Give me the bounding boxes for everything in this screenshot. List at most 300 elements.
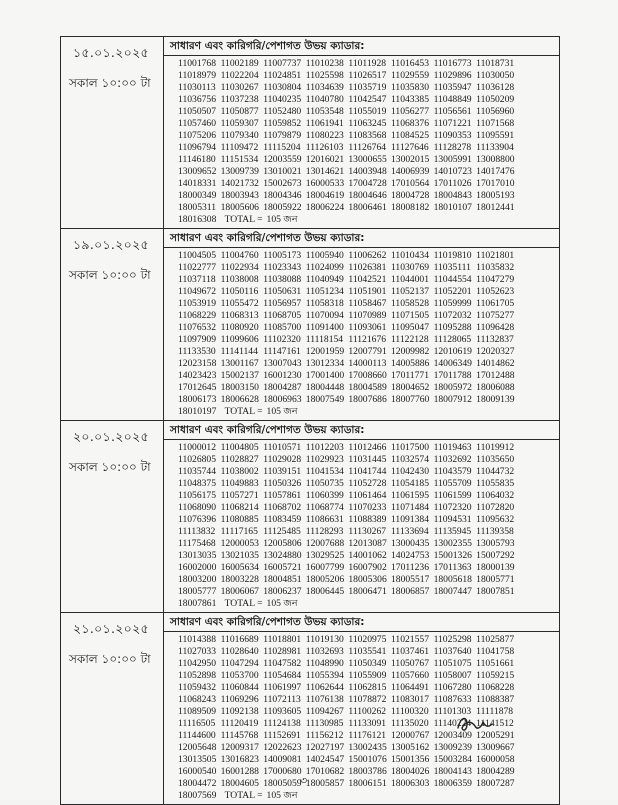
- roll-number: 11052898: [178, 670, 217, 681]
- roll-number: 11120419: [220, 718, 259, 729]
- roll-number: 11052728: [348, 478, 387, 489]
- cadre-heading: সাধারণ এবং কারিগরি/পেশাগত উভয় ক্যাডার:: [164, 37, 559, 56]
- roll-row: [178, 682, 555, 694]
- roll-number: 11040780: [305, 94, 344, 105]
- roll-number: 11072820: [476, 502, 515, 513]
- roll-number: 14000113: [348, 358, 387, 369]
- roll-number: 11012466: [348, 442, 387, 453]
- roll-number: 11059852: [263, 118, 302, 129]
- roll-number: 11019810: [433, 250, 472, 261]
- roll-number: 11050326: [263, 478, 302, 489]
- roll-row: [178, 526, 555, 538]
- roll-number: 13009239: [433, 742, 472, 753]
- roll-number: 13021035: [220, 550, 259, 561]
- roll-number: 17012488: [476, 370, 515, 381]
- roll-number: 11035541: [348, 646, 387, 657]
- roll-number: 18006224: [305, 202, 345, 213]
- roll-number: 11042950: [178, 658, 217, 669]
- roll-number: 11070233: [348, 502, 387, 513]
- roll-number: 11072320: [433, 502, 472, 513]
- roll-row: [178, 118, 555, 130]
- roll-number: 11060844: [220, 682, 259, 693]
- roll-number: 11057861: [263, 490, 302, 501]
- roll-number: 16001288: [220, 766, 259, 777]
- roll-row: [178, 646, 555, 658]
- roll-number: 11041758: [476, 646, 515, 657]
- roll-number: 11052201: [433, 286, 472, 297]
- roll-number: 11011928: [348, 58, 387, 69]
- date-time-cell: [61, 613, 164, 805]
- roll-number: 11019912: [476, 442, 515, 453]
- roll-number: 11175468: [178, 538, 216, 549]
- roll-number: 18007760: [390, 394, 430, 405]
- roll-number: 11063245: [348, 118, 387, 129]
- roll-number: 11038002: [220, 466, 259, 477]
- roll-number: 11127646: [390, 142, 429, 153]
- roll-number: 11035719: [348, 82, 387, 93]
- roll-row: [178, 202, 555, 214]
- roll-number: 18004843: [433, 190, 472, 201]
- roll-number: 11130985: [305, 718, 344, 729]
- roll-number: 17001400: [305, 370, 345, 381]
- roll-number: 16007902: [348, 562, 387, 573]
- roll-number: 11095288: [433, 322, 472, 333]
- roll-number: 11075206: [178, 130, 217, 141]
- roll-number: 11088387: [476, 694, 515, 705]
- roll-number: 11140224: [433, 718, 472, 729]
- roll-number: 12000053: [220, 538, 259, 549]
- roll-number: 11048375: [178, 478, 217, 489]
- roll-number: 13024880: [263, 550, 302, 561]
- candidates-cell: [164, 421, 560, 613]
- roll-number: 11096428: [476, 322, 515, 333]
- roll-number: 11069296: [220, 694, 259, 705]
- roll-number: 11093605: [263, 706, 302, 717]
- roll-number: 11052480: [263, 106, 302, 117]
- roll-number: 11030769: [390, 262, 429, 273]
- roll-number: 11002189: [220, 58, 259, 69]
- roll-number: 13001167: [220, 358, 259, 369]
- candidates-cell: [164, 37, 560, 229]
- roll-number: 13008800: [476, 154, 515, 165]
- roll-number: 11050631: [263, 286, 302, 297]
- roll-number: 11099606: [220, 334, 259, 345]
- cadre-heading: সাধারণ এবং কারিগরি/পেশাগত উভয় ক্যাডার:: [164, 613, 559, 632]
- roll-number: 11079879: [263, 130, 302, 141]
- roll-number: 11059999: [433, 298, 472, 309]
- roll-number: 11031445: [348, 454, 387, 465]
- roll-number: 11068702: [263, 502, 302, 513]
- roll-row: [178, 70, 555, 82]
- roll-row: [178, 262, 555, 274]
- roll-row: [178, 130, 555, 142]
- roll-number: 18007287: [476, 778, 515, 789]
- roll-number: 16005634: [220, 562, 259, 573]
- total-value: 105 জন: [266, 214, 298, 225]
- roll-number: 11028640: [220, 646, 259, 657]
- roll-number: 11028827: [220, 454, 259, 465]
- roll-number: 11037238: [220, 94, 259, 105]
- roll-number: 12023158: [178, 358, 217, 369]
- roll-number: 13009739: [220, 166, 259, 177]
- roll-number: 11147161: [263, 346, 301, 357]
- roll-number: 11058528: [390, 298, 429, 309]
- roll-number: 11016453: [390, 58, 429, 69]
- roll-number: 18005193: [476, 190, 515, 201]
- roll-list: [164, 632, 559, 804]
- roll-number: 11057460: [178, 118, 217, 129]
- roll-row: [178, 502, 555, 514]
- roll-number: 13007043: [263, 358, 302, 369]
- roll-number: 11068705: [263, 310, 302, 321]
- roll-number: 12027197: [305, 742, 345, 753]
- roll-number: 11038088: [263, 274, 302, 285]
- roll-row: [178, 370, 555, 382]
- roll-number: 11043385: [390, 94, 429, 105]
- roll-number: 11176121: [348, 730, 387, 741]
- schedule-section: [61, 613, 560, 805]
- roll-number: 11139358: [476, 526, 514, 537]
- roll-number: 11113832: [178, 526, 216, 537]
- exam-date: ২১.০১.২০২৫: [73, 621, 149, 636]
- roll-number: 12001959: [305, 346, 345, 357]
- roll-row: [178, 178, 555, 190]
- roll-number: 11010434: [390, 250, 429, 261]
- roll-number: 11126103: [305, 142, 344, 153]
- schedule-section: [61, 37, 560, 229]
- roll-number: 11083017: [390, 694, 429, 705]
- roll-number: 11130267: [348, 526, 387, 537]
- roll-number: 18005777: [178, 586, 217, 597]
- roll-number: 11055835: [476, 478, 515, 489]
- roll-number: 11035650: [476, 454, 515, 465]
- roll-number: 13012334: [305, 358, 345, 369]
- roll-number: 11109472: [220, 142, 259, 153]
- roll-number: 11012203: [305, 442, 344, 453]
- roll-number: 11026517: [348, 70, 387, 81]
- roll-number: 11030267: [220, 82, 259, 93]
- roll-number: 12010619: [433, 346, 472, 357]
- roll-row: [178, 94, 555, 106]
- roll-number: 11040235: [263, 94, 302, 105]
- roll-number: 18007569: [178, 790, 217, 801]
- roll-number: 18006461: [348, 202, 387, 213]
- roll-number: 11028981: [263, 646, 302, 657]
- roll-number: 11064491: [390, 682, 429, 693]
- roll-number: 11061705: [476, 298, 515, 309]
- roll-row: [178, 58, 555, 70]
- roll-number: 12005648: [178, 742, 217, 753]
- roll-number: 18005311: [178, 202, 217, 213]
- roll-number: 18009139: [476, 394, 515, 405]
- roll-number: 11023343: [263, 262, 302, 273]
- roll-number: 12005806: [263, 538, 302, 549]
- roll-number: 12016021: [305, 154, 345, 165]
- roll-number: 13005162: [390, 742, 430, 753]
- roll-row: [178, 142, 555, 154]
- roll-row: [178, 586, 555, 598]
- roll-number: 14001062: [348, 550, 387, 561]
- roll-row: [178, 322, 555, 334]
- roll-number: 14003948: [348, 166, 387, 177]
- roll-number: 18004728: [390, 190, 430, 201]
- roll-number: 11050735: [305, 478, 344, 489]
- roll-number: 18007686: [348, 394, 387, 405]
- signature-mark: [455, 710, 495, 736]
- roll-number: 11048849: [433, 94, 472, 105]
- roll-number: 12005291: [476, 730, 515, 741]
- roll-number: 11025877: [476, 634, 515, 645]
- roll-row: [178, 286, 555, 298]
- roll-number: 11071221: [433, 118, 472, 129]
- roll-number: 11059432: [178, 682, 217, 693]
- roll-number: 11117165: [220, 526, 258, 537]
- roll-number: 13010021: [263, 166, 302, 177]
- roll-row: [178, 382, 555, 394]
- roll-row: [178, 562, 555, 574]
- roll-number: 11049672: [178, 286, 217, 297]
- roll-number: 11091384: [390, 514, 429, 525]
- roll-number: 11101303: [433, 706, 472, 717]
- roll-number: 11115204: [263, 142, 301, 153]
- roll-number: 18006173: [178, 394, 217, 405]
- roll-number: 11132837: [476, 334, 514, 345]
- exam-time: সকাল ১০:০০ টা: [69, 268, 151, 282]
- roll-number: 18006857: [390, 586, 430, 597]
- roll-number: 11100262: [348, 706, 387, 717]
- roll-number: 11059215: [476, 670, 515, 681]
- roll-number: 11026805: [178, 454, 217, 465]
- roll-number: 11030050: [476, 70, 515, 81]
- roll-number: 11050349: [348, 658, 387, 669]
- roll-number: 11050116: [220, 286, 259, 297]
- roll-row: [178, 550, 555, 562]
- roll-number: 11135945: [433, 526, 472, 537]
- total-value: 105 জন: [266, 790, 298, 801]
- roll-row: [178, 334, 555, 346]
- roll-number: 18004589: [348, 382, 387, 393]
- roll-number: 11121676: [348, 334, 387, 345]
- roll-number: 11018801: [263, 634, 302, 645]
- roll-number: 11075277: [476, 310, 515, 321]
- roll-number: 11004760: [220, 250, 259, 261]
- roll-number: 11061464: [348, 490, 387, 501]
- roll-number: 14006939: [390, 166, 430, 177]
- roll-number: 11043579: [433, 466, 472, 477]
- roll-number: 11016689: [220, 634, 259, 645]
- date-time-cell: [61, 37, 164, 229]
- total-label: TOTAL =: [224, 214, 263, 225]
- total-label: TOTAL =: [224, 598, 263, 609]
- roll-number: 11038008: [220, 274, 259, 285]
- roll-number: 18010197: [178, 406, 217, 417]
- roll-number: 11054185: [390, 478, 429, 489]
- roll-number: 11068228: [476, 682, 515, 693]
- roll-number: 11092138: [220, 706, 259, 717]
- roll-number: 11062815: [348, 682, 387, 693]
- roll-number: 11124138: [263, 718, 301, 729]
- roll-number: 11122128: [390, 334, 429, 345]
- roll-number: 11056960: [476, 106, 515, 117]
- roll-number: 11141144: [220, 346, 258, 357]
- roll-number: 18005306: [348, 574, 387, 585]
- roll-number: 11072032: [433, 310, 472, 321]
- roll-number: 11128065: [433, 334, 472, 345]
- roll-number: 11071568: [476, 118, 515, 129]
- roll-number: 11035744: [178, 466, 217, 477]
- roll-number: 14021732: [220, 178, 259, 189]
- roll-number: 18000349: [178, 190, 217, 201]
- roll-number: 11144600: [178, 730, 216, 741]
- roll-number: 16007799: [305, 562, 345, 573]
- roll-number: 18003150: [220, 382, 259, 393]
- roll-number: 11014388: [178, 634, 217, 645]
- roll-number: 11034639: [305, 82, 344, 93]
- exam-date: ২০.০১.২০২৫: [73, 429, 149, 444]
- roll-number: 14010723: [433, 166, 472, 177]
- roll-row: [178, 358, 555, 370]
- roll-number: 15003284: [433, 754, 472, 765]
- roll-number: 11004505: [178, 250, 217, 261]
- roll-number: 11039151: [263, 466, 302, 477]
- roll-number: 11019463: [433, 442, 472, 453]
- total-value: 105 জন: [266, 406, 298, 417]
- roll-number: 18004646: [348, 190, 387, 201]
- cadre-heading: সাধারণ এবং কারিগরি/পেশাগত উভয় ক্যাডার:: [164, 421, 559, 440]
- roll-number: 11047294: [220, 658, 259, 669]
- roll-number: 11068313: [220, 310, 259, 321]
- roll-number: 12003409: [433, 730, 472, 741]
- roll-number: 11037118: [178, 274, 216, 285]
- roll-row: [178, 394, 555, 406]
- roll-number: 11061599: [433, 490, 472, 501]
- roll-number: 11037461: [390, 646, 429, 657]
- roll-number: 11056175: [178, 490, 217, 501]
- roll-row: [178, 346, 555, 358]
- roll-row: [178, 730, 555, 742]
- roll-number: 18005618: [433, 574, 472, 585]
- roll-number: 15007292: [476, 550, 515, 561]
- roll-number: 11053919: [178, 298, 217, 309]
- roll-number: 11056277: [390, 106, 429, 117]
- roll-number: 17011788: [433, 370, 472, 381]
- roll-row: [178, 598, 555, 610]
- roll-number: 11049883: [220, 478, 259, 489]
- roll-number: 11035832: [476, 262, 515, 273]
- roll-number: 11037640: [433, 646, 472, 657]
- roll-number: 11095632: [476, 514, 515, 525]
- roll-number: 17011363: [433, 562, 472, 573]
- roll-number: 11135020: [390, 718, 429, 729]
- roll-number: 17004728: [348, 178, 387, 189]
- roll-number: 18005059: [263, 778, 302, 789]
- roll-number: 11005940: [305, 250, 344, 261]
- roll-number: 18003786: [348, 766, 387, 777]
- date-time-cell: [61, 229, 164, 421]
- roll-number: 11141512: [476, 718, 514, 729]
- roll-row: [178, 190, 555, 202]
- roll-number: 11068376: [390, 118, 429, 129]
- roll-list: [164, 440, 559, 612]
- roll-number: 11097909: [178, 334, 217, 345]
- roll-number: 11022204: [220, 70, 259, 81]
- roll-number: 15002673: [263, 178, 302, 189]
- roll-number: 11057271: [220, 490, 259, 501]
- exam-time: সকাল ১০:০০ টা: [69, 652, 151, 666]
- roll-number: 13013035: [178, 550, 217, 561]
- roll-row: [178, 442, 555, 454]
- roll-number: 11116505: [178, 718, 216, 729]
- roll-number: 11076138: [305, 694, 344, 705]
- roll-number: 18006628: [220, 394, 259, 405]
- total-label: TOTAL =: [224, 790, 263, 801]
- roll-number: 11068214: [220, 502, 259, 513]
- roll-number: 18003943: [220, 190, 259, 201]
- roll-number: 13000655: [348, 154, 387, 165]
- roll-row: [178, 250, 555, 262]
- roll-number: 11133091: [348, 718, 387, 729]
- roll-number: 11044732: [476, 466, 515, 477]
- roll-number: 11017500: [390, 442, 429, 453]
- roll-number: 18005206: [305, 574, 345, 585]
- roll-number: 11133904: [476, 142, 514, 153]
- roll-number: 17011771: [390, 370, 429, 381]
- roll-number: 11067280: [433, 682, 472, 693]
- roll-number: 18006445: [305, 586, 345, 597]
- roll-number: 13013505: [178, 754, 217, 765]
- roll-number: 11024851: [263, 70, 302, 81]
- roll-row: [178, 214, 555, 226]
- roll-number: 11133530: [178, 346, 216, 357]
- exam-date: ১৯.০১.২০২৫: [73, 237, 149, 252]
- roll-number: 18006067: [220, 586, 259, 597]
- roll-number: 14023423: [178, 370, 217, 381]
- roll-number: 11021557: [390, 634, 429, 645]
- roll-number: 13002355: [433, 538, 472, 549]
- roll-number: 11051901: [348, 286, 387, 297]
- roll-number: 11126764: [348, 142, 387, 153]
- page-number: ৩: [300, 774, 308, 787]
- roll-number: 16002000: [178, 562, 217, 573]
- roll-row: [178, 718, 555, 730]
- roll-number: 11051234: [305, 286, 344, 297]
- roll-number: 13000435: [390, 538, 430, 549]
- roll-row: [178, 742, 555, 754]
- roll-number: 14018331: [178, 178, 217, 189]
- roll-number: 11083459: [263, 514, 302, 525]
- roll-number: 11005173: [263, 250, 302, 261]
- roll-number: 11050507: [178, 106, 217, 117]
- roll-number: 14006349: [433, 358, 472, 369]
- roll-number: 18005517: [390, 574, 430, 585]
- roll-number: 11050209: [476, 94, 515, 105]
- schedule-section: [61, 421, 560, 613]
- roll-number: 14017476: [476, 166, 515, 177]
- roll-row: [178, 82, 555, 94]
- roll-number: 18016308: [178, 214, 217, 225]
- roll-number: 11072113: [263, 694, 301, 705]
- roll-number: 11040949: [305, 274, 344, 285]
- roll-number: 11088389: [348, 514, 387, 525]
- roll-row: [178, 478, 555, 490]
- roll-number: 18004605: [220, 778, 259, 789]
- roll-number: 11047279: [476, 274, 515, 285]
- roll-number: 11036756: [178, 94, 217, 105]
- roll-number: 11070094: [305, 310, 344, 321]
- roll-number: 11080920: [220, 322, 259, 333]
- roll-number: 11068090: [178, 502, 217, 513]
- roll-row: [178, 154, 555, 166]
